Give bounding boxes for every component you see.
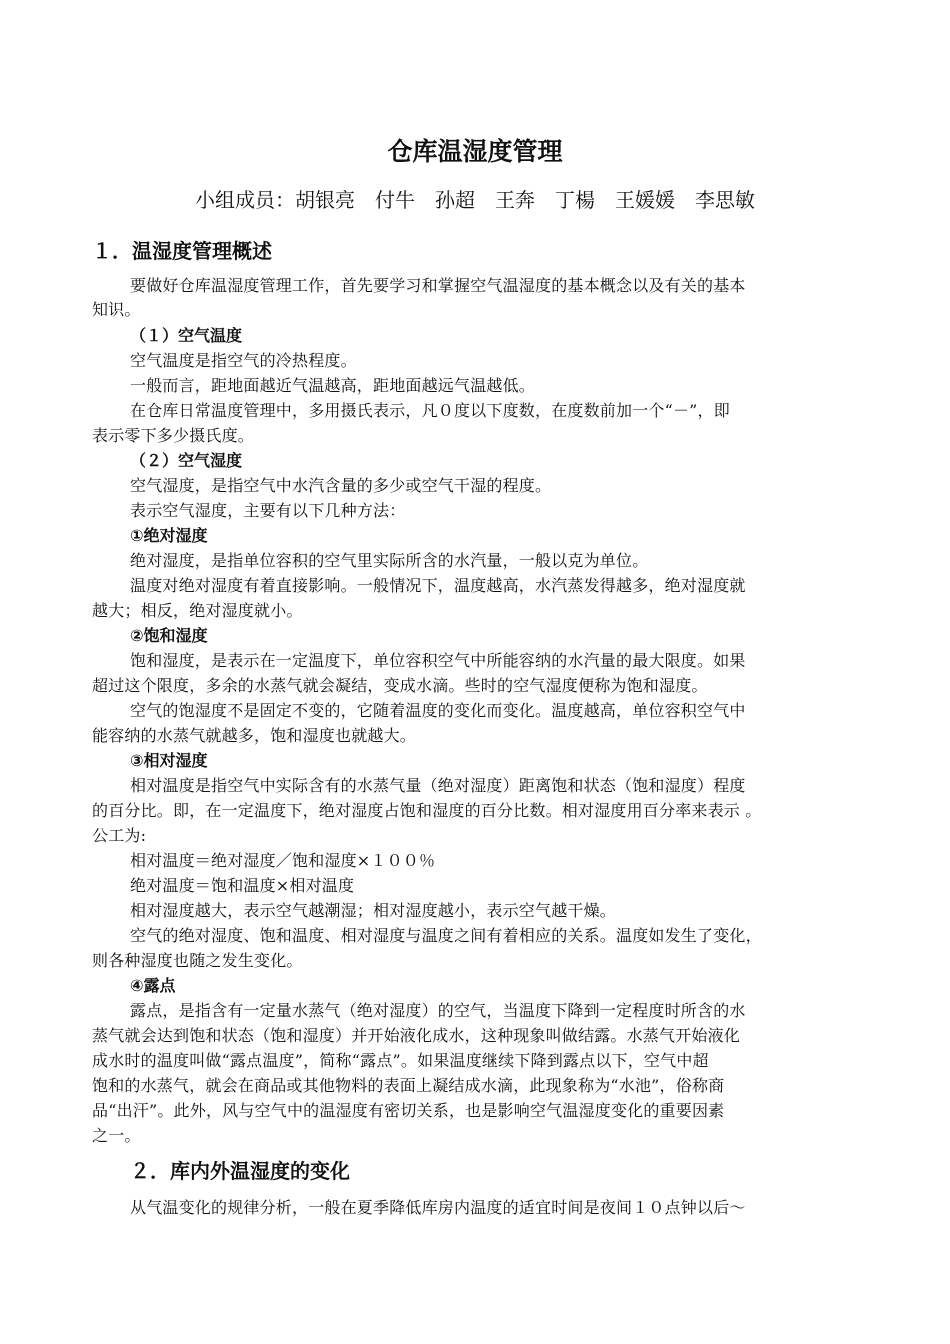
paragraph-line: 空气的饱湿度不是固定不变的，它随着温度的变化而变化。温度越高，单位容积空气中: [130, 701, 746, 720]
paragraph-line: 露点，是指含有一定量水蒸气（绝对湿度）的空气，当温度下降到一定程度时所含的水: [130, 1001, 746, 1020]
subsection-heading-saturation-humidity: ②饱和湿度: [130, 626, 208, 645]
paragraph-line: 空气温度是指空气的冷热程度。: [130, 351, 357, 370]
paragraph-line: 空气湿度，是指空气中水汽含量的多少或空气干湿的程度。: [130, 476, 552, 495]
subsection-heading-dew-point: ④露点: [130, 976, 176, 995]
paragraph-line: 的百分比。即，在一定温度下，绝对湿度占饱和湿度的百分比数。相对湿度用百分率来表示 。: [92, 801, 762, 820]
paragraph-line: 蒸气就会达到饱和状态（饱和湿度）并开始液化成水，这种现象叫做结露。水蒸气开始液化: [92, 1026, 741, 1045]
subsection-heading-absolute-humidity: ①绝对湿度: [130, 526, 208, 545]
paragraph-line: 绝对湿度，是指单位容积的空气里实际所含的水汽量，一般以克为单位。: [130, 551, 649, 570]
formula-line: 绝对温度＝饱和温度×相对温度: [130, 876, 355, 895]
paragraph-line: 从气温变化的规律分析，一般在夏季降低库房内温度的适宜时间是夜间１０点钟以后～: [130, 1198, 746, 1217]
paragraph-line: 之一。: [92, 1126, 141, 1145]
document-title: 仓库温湿度管理: [387, 137, 563, 166]
paragraph-line: 饱和湿度，是表示在一定温度下，单位容积空气中所能容纳的水汽量的最大限度。如果: [130, 651, 746, 670]
paragraph-line: 相对湿度越大，表示空气越潮湿；相对湿度越小，表示空气越干燥。: [130, 901, 617, 920]
paragraph-line: 表示空气湿度，主要有以下几种方法：: [130, 501, 406, 520]
paragraph-line: 能容纳的水蒸气就越多，饱和湿度也就越大。: [92, 726, 417, 745]
section1-heading: １．温湿度管理概述: [92, 239, 272, 263]
subsection-heading-relative-humidity: ③相对湿度: [130, 751, 208, 770]
paragraph-line: 饱和的水蒸气，就会在商品或其他物料的表面上凝结成水滴，此现象称为“水池”，俗称商: [92, 1076, 725, 1095]
paragraph-line: 越大；相反，绝对湿度就小。: [92, 601, 303, 620]
paragraph-line: 表示零下多少摄氏度。: [92, 426, 255, 445]
paragraph-line: 一般而言，距地面越近气温越高，距地面越远气温越低。: [130, 376, 536, 395]
paragraph-line: 则各种湿度也随之发生变化。: [92, 951, 303, 970]
paragraph-line: 温度对绝对湿度有着直接影响。一般情况下，温度越高，水汽蒸发得越多，绝对湿度就: [130, 576, 746, 595]
paragraph-line: 相对温度是指空气中实际含有的水蒸气量（绝对湿度）距离饱和状态（饱和湿度）程度: [130, 776, 746, 795]
paragraph-line: 空气的绝对湿度、饱和温度、相对湿度与温度之间有着相应的关系。温度如发生了变化，: [130, 926, 762, 945]
paragraph-line: 在仓库日常温度管理中，多用摄氏表示，凡０度以下度数，在度数前加一个“－”，即: [130, 401, 730, 420]
formula-line: 相对温度＝绝对湿度／饱和湿度×１００％: [130, 851, 436, 870]
paragraph-line: 品“出汗”。此外，风与空气中的温湿度有密切关系，也是影响空气温湿度变化的重要因素: [92, 1101, 725, 1120]
group-members: 小组成员：胡银亮 付牛 孙超 王奔 丁楊 王媛媛 李思敏: [195, 188, 755, 212]
section2-heading: ２．库内外温湿度的变化: [130, 1159, 350, 1183]
paragraph-line: 成水时的温度叫做“露点温度”，简称“露点”。如果温度继续下降到露点以下，空气中超: [92, 1051, 709, 1070]
subsection-heading-air-humidity: （２）空气湿度: [130, 451, 243, 470]
paragraph-line: 知识。: [92, 300, 141, 319]
paragraph-line: 要做好仓库温湿度管理工作，首先要学习和掌握空气温湿度的基本概念以及有关的基本: [130, 276, 746, 295]
paragraph-line: 公工为:: [92, 826, 147, 845]
paragraph-line: 超过这个限度，多余的水蒸气就会凝结，变成水滴。些时的空气湿度便称为饱和湿度。: [92, 676, 708, 695]
subsection-heading-air-temperature: （１）空气温度: [130, 326, 243, 345]
